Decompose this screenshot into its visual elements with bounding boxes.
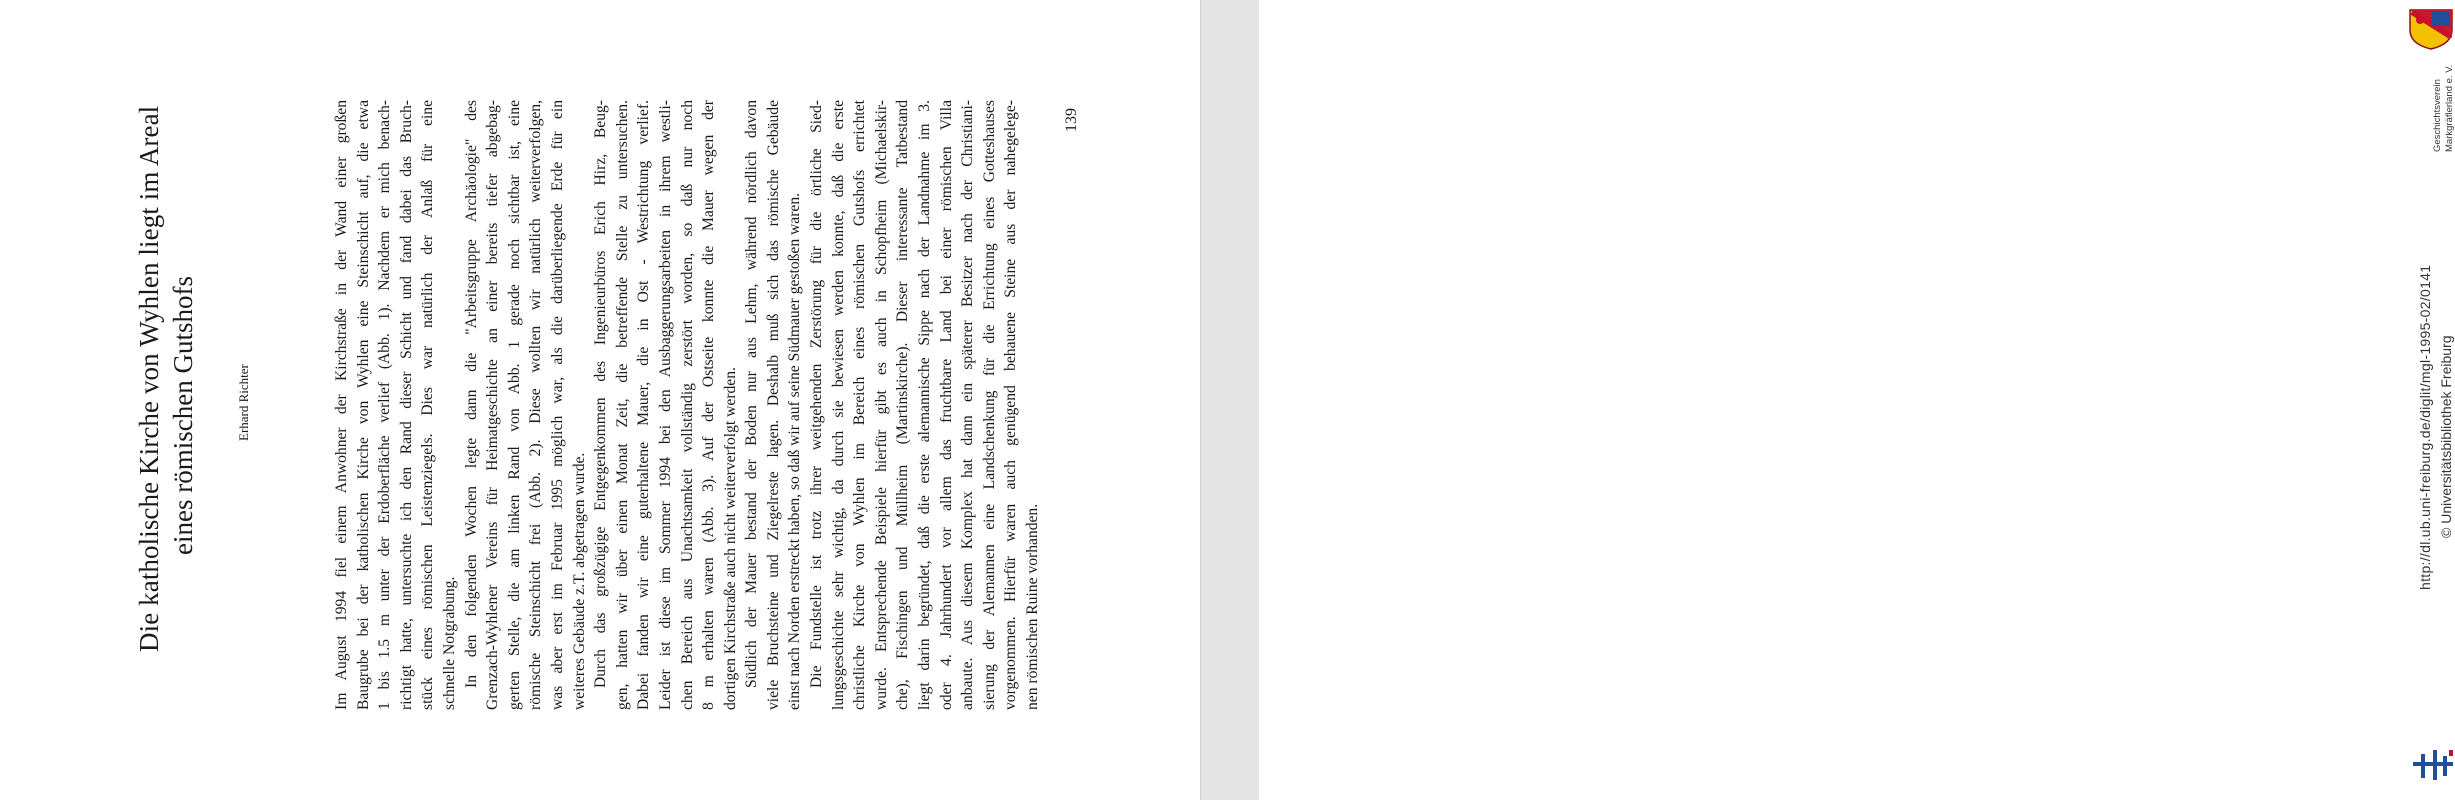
- body-line: 1 bis 1.5 m unter der Erdoberfläche verlief (Abb. 1). Nachdem er mich benach-: [376, 100, 394, 710]
- body-line: dortigen Kirchstraße auch nicht weiterverfolgt werden.: [721, 367, 739, 710]
- body-line: Leider ist diese im Sommer 1994 bei den Ausbaggerungsarbeiten in ihrem westli-: [656, 100, 674, 710]
- body-line: wurde. Entsprechende Beispiele hierfür gibt es auch in Schopfheim (Michaelskir-: [872, 100, 890, 710]
- digilit-sidebar: [1200, 0, 2455, 800]
- society-name-line-1: Geschichtsverein: [2432, 79, 2443, 152]
- body-line: richtigt hatte, untersuchte ich den Rand dieser Schicht und fand dabei das Bruch-: [397, 100, 415, 710]
- body-line: schnelle Notgrabung.: [440, 576, 458, 710]
- body-line: einst nach Norden erstreckt haben, so daß wir auf seine Südmauer gestoßen waren.: [786, 192, 804, 710]
- body-line: christliche Kirche von Wyhlen im Bereich eines römischen Gutshofs errichtet: [851, 100, 869, 710]
- body-line: Grenzach-Wyhlener Vereins für Heimatgeschichte an einer bereits tiefer abgebag-: [484, 100, 502, 710]
- body-line: In den folgenden Wochen legte dann die "Arbeitsgruppe Archäologie" des: [462, 100, 480, 688]
- body-line: liegt darin begründet, daß die erste alemannische Sippe nach der Landnahme im 3.: [916, 100, 934, 710]
- article-title-line-1: Die katholische Kirche von Wyhlen liegt im Areal: [134, 105, 164, 652]
- body-line: römische Steinschicht frei (Abb. 2). Diese wollten wir natürlich weiterverfolgen,: [527, 100, 545, 710]
- body-line: gerten Stelle, die am linken Rand von Abb. 1 gerade noch sichtbar ist, eine: [505, 100, 523, 710]
- copyright-notice: © Universitätsbibliothek Freiburg: [2438, 335, 2454, 538]
- page-number: 139: [1063, 108, 1080, 132]
- permalink-url[interactable]: http://dl.ub.uni-freiburg.de/diglit/mgl-1995-02/0141: [2417, 264, 2433, 590]
- body-line: chen Bereich aus Unachtsamkeit vollständig zerstört worden, so daß nur noch: [678, 100, 696, 710]
- body-line: was aber erst im Februar 1995 möglich war, als die darüberliegende Erde für ein: [548, 100, 566, 710]
- body-line: nen römischen Ruine vorhanden.: [1024, 503, 1041, 710]
- body-line: oder 4. Jahrhundert vor allem das fruchtbare Land bei einer römischen Villa: [937, 100, 955, 710]
- body-line: lungsgeschichte sehr wichtig, da durch sie bewiesen werden konnte, daß die erste: [829, 100, 847, 710]
- body-line: gen, hatten wir über einen Monat Zeit, die betreffende Stelle zu untersuchen.: [613, 100, 631, 710]
- body-line: anbaute. Aus diesem Komplex hat dann ein späterer Besitzer nach der Christiani-: [959, 100, 977, 710]
- article-author: Erhard Richter: [236, 364, 251, 441]
- body-line: che), Fischingen und Müllheim (Martinskirche). Dieser interessante Tatbestand: [894, 100, 912, 710]
- body-line: Südlich der Mauer bestand der Boden nur aus Lehm, während nördlich davon: [743, 100, 761, 688]
- body-line: Im August 1994 fiel einem Anwohner der Kirchstraße in der Wand einer großen: [333, 100, 350, 710]
- society-name-line-2: Markgräflerland e. V.: [2444, 64, 2455, 152]
- body-line: Baugrube bei der katholischen Kirche von Wyhlen eine Steinschicht auf, die etwa: [354, 100, 372, 710]
- body-line: Dabei fanden wir eine guterhaltene Mauer, die in Ost - Westrichtung verlief.: [635, 100, 653, 710]
- body-line: stück eines römischen Leistenziegels. Dies war natürlich der Anlaß für eine: [419, 100, 437, 710]
- body-line: sierung der Alemannen eine Landschenkung für die Errichtung eines Gotteshauses: [980, 100, 998, 710]
- ub-freiburg-logo-icon[interactable]: [2411, 748, 2455, 782]
- body-line: 8 m erhalten waren (Abb. 3). Auf der Ostseite konnte die Mauer wegen der: [700, 100, 718, 710]
- coat-of-arms-icon[interactable]: [2408, 8, 2454, 50]
- body-line: vorgenommen. Hierfür waren auch genügend behauene Steine aus der nahegelege-: [1002, 100, 1020, 710]
- body-line: viele Bruchsteine und Ziegelreste lagen. Deshalb muß sich das römische Gebäude: [764, 100, 782, 710]
- body-line: weiteres Gebäude z.T. abgetragen wurde.: [570, 452, 588, 710]
- body-line: Die Fundstelle ist trotz ihrer weitgehenden Zerstörung für die örtliche Sied-: [808, 100, 826, 688]
- body-line: Durch das großzügige Entgegenkommen des Ingenieurbüros Erich Hirz, Beug-: [592, 100, 610, 688]
- article-title-line-2: eines römischen Gutshofs: [168, 276, 198, 555]
- article-body: [331, 100, 1044, 710]
- document-page: [0, 0, 1200, 800]
